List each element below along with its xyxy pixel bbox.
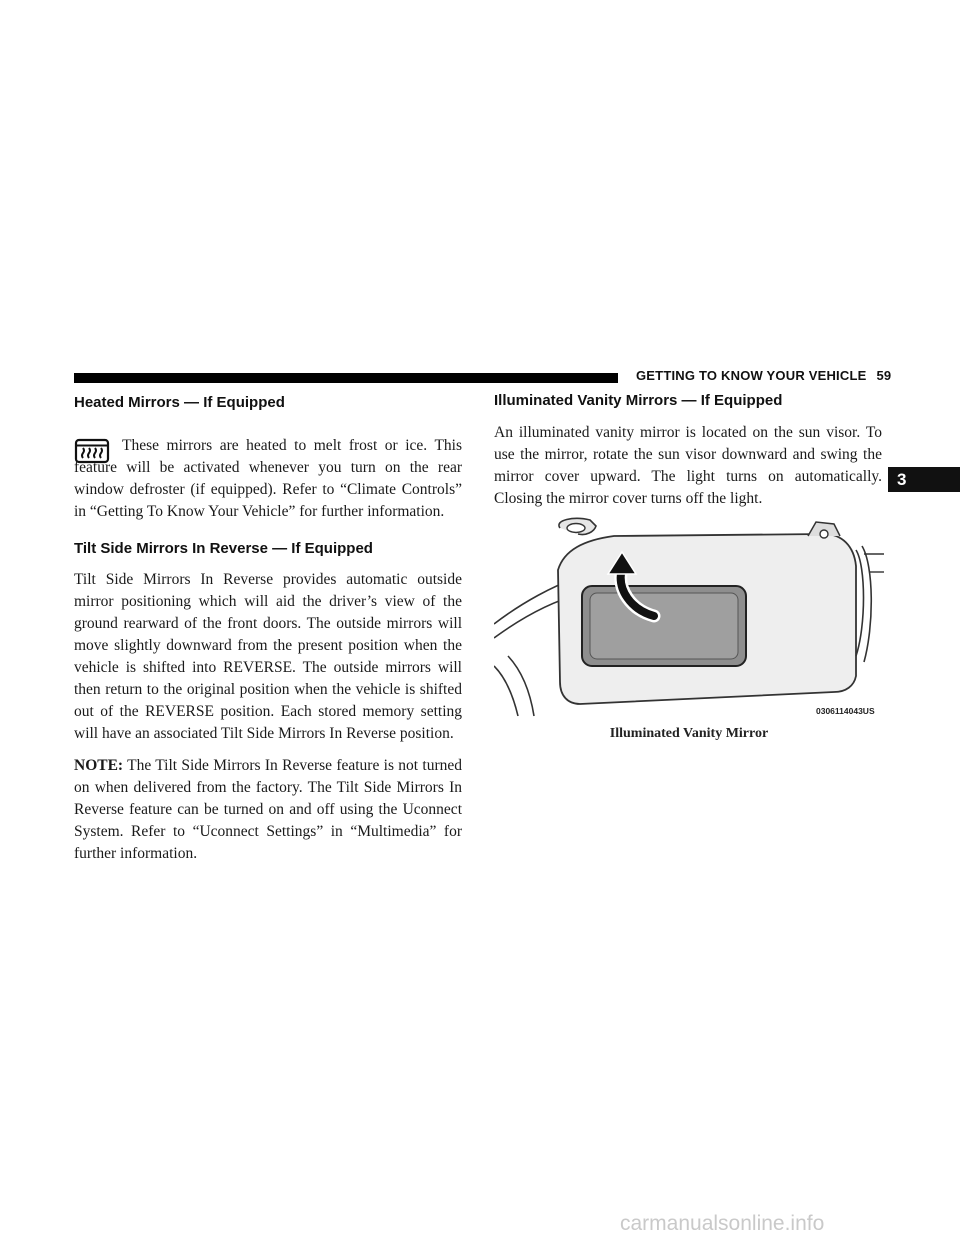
- heading-vanity-mirrors: Illuminated Vanity Mirrors — If Equipped: [494, 392, 783, 409]
- chapter-tab: 3: [888, 467, 960, 492]
- right-column: [494, 392, 882, 510]
- section-title: GETTING TO KNOW YOUR VEHICLE: [636, 368, 867, 383]
- left-column: [74, 392, 462, 865]
- vanity-mirrors-text: An illuminated vanity mirror is located on the sun visor. To use the mirror, rotate the sun visor downward and swing the mirror cover upward. The light turns on automatically. Closing the mirror cover turns off the light.: [494, 424, 882, 507]
- watermark: carmanualsonline.info: [620, 1212, 825, 1235]
- note-label: NOTE:: [74, 757, 124, 774]
- heated-mirrors-text: These mirrors are heated to melt frost or ice. This feature will be activated whenever you turn on the rear window defroster (if equipped). Refer to “Climate Controls” in “Getting To Know Your Vehicle” for further information.: [74, 437, 462, 520]
- tilt-mirrors-note: [74, 755, 462, 865]
- figure-code: 0306114043US: [816, 706, 875, 716]
- vanity-mirror-illustration: [494, 506, 884, 726]
- running-header: [636, 368, 891, 383]
- heading-heated-mirrors: Heated Mirrors — If Equipped: [74, 394, 285, 411]
- rear-defroster-icon: [74, 436, 110, 466]
- heading-tilt-mirrors: Tilt Side Mirrors In Reverse — If Equipped: [74, 540, 373, 557]
- tilt-mirrors-text: Tilt Side Mirrors In Reverse provides automatic outside mirror positioning which will aid the driver’s view of the ground rearward of the front doors. The outside mirrors will move slightly downward from the present position when the vehicle is shifted into REVERSE. The outside mirrors will then return to the original position when the vehicle is shifted out of the REVERSE position. Each stored memory setting will have an associated Tilt Side Mirrors In Reverse position.: [74, 571, 462, 742]
- header-rule: [74, 373, 618, 383]
- note-text: The Tilt Side Mirrors In Reverse feature is not turned on when delivered from the factory. The Tilt Side Mirrors In Reverse feature can be turned on and off using the Uconnect System. Refer to “Uconnect Settings” in “Multimedia” for further information.: [74, 757, 462, 862]
- figure-caption: Illuminated Vanity Mirror: [609, 726, 769, 741]
- page-number: 59: [876, 368, 892, 383]
